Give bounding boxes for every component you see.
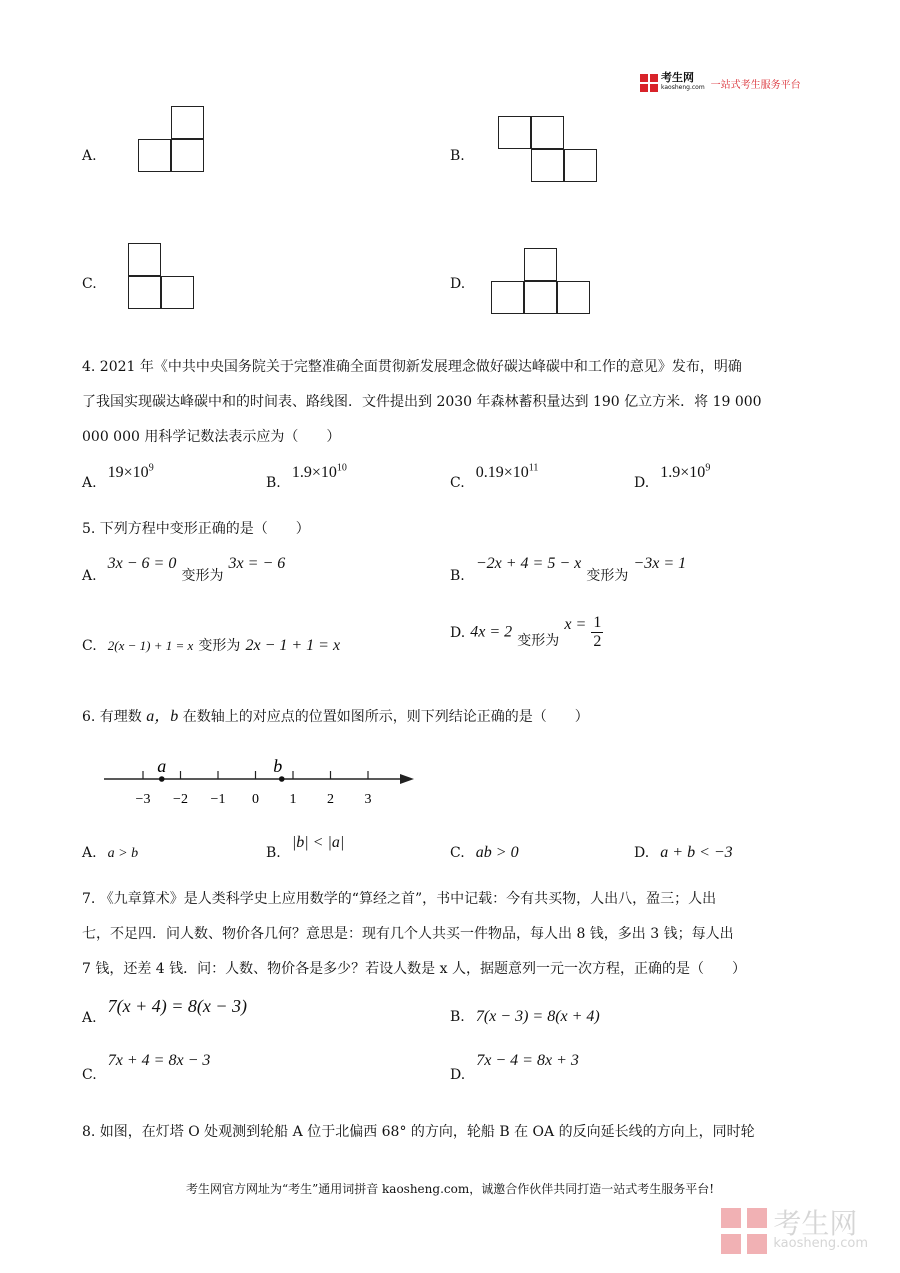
q5-option-b — [450, 553, 687, 584]
option-letter: D. — [634, 845, 650, 861]
q7-stem-line1: 7. 《九章算术》是人类科学史上应用数学的“算经之首”，书中记载：今有共买物，人出八，盈三；人出 — [82, 891, 717, 907]
q7-option-b — [450, 1006, 600, 1026]
q3-option-c-label: C. — [82, 276, 97, 292]
option-expr: 7(x + 4) = 8(x − 3) — [107, 996, 248, 1016]
tick-label: 3 — [364, 792, 372, 807]
q4-option-c — [450, 462, 539, 491]
option-to: 3x = − 6 — [228, 555, 286, 572]
option-letter: D. — [450, 1067, 466, 1083]
option-exponent: 10 — [336, 462, 347, 474]
watermark-cn: 考生网 — [773, 1207, 858, 1240]
header-logo — [640, 72, 801, 94]
q7-stem-line3: 7 钱，还差 4 钱．问：人数、物价各是多少？若设人数是 x 人，据题意列一元一次方程，正确的是（ ） — [82, 961, 746, 977]
q6-option-a — [82, 842, 138, 862]
q5-stem: 5. 下列方程中变形正确的是（ ） — [82, 521, 310, 537]
option-to-lhs: x = — [564, 615, 587, 633]
point-b — [279, 776, 285, 782]
q7-option-d — [450, 1050, 579, 1083]
q7-option-c — [82, 1050, 211, 1083]
point-a-label: a — [157, 756, 167, 776]
option-letter: A. — [82, 845, 97, 861]
option-base: 19×10 — [107, 464, 149, 481]
q3-option-b-label: B. — [450, 148, 465, 164]
tick-label: −1 — [210, 792, 226, 807]
brand-slogan: 一站式考生服务平台 — [710, 79, 801, 91]
fraction-numerator: 1 — [593, 614, 602, 631]
q6-option-b — [266, 832, 345, 861]
q6-stem-pre: 6. 有理数 — [82, 709, 142, 725]
option-from: 2(x − 1) + 1 = x — [107, 638, 194, 653]
q4-stem-line1: 4. 2021 年《中共中央国务院关于完整准确全面贯彻新发展理念做好碳达峰碳中和工作的意见》发布，明确 — [82, 359, 742, 375]
option-letter: D. — [634, 475, 650, 491]
option-letter: C. — [450, 845, 465, 861]
watermark — [721, 1208, 868, 1254]
option-word: 变形为 — [517, 632, 560, 649]
number-line — [100, 752, 420, 812]
tick-label: −2 — [173, 792, 188, 807]
tick-label: 0 — [252, 792, 259, 807]
option-expr: |b| < |a| — [291, 834, 345, 851]
point-b-label: b — [273, 756, 283, 776]
option-exponent: 9 — [148, 462, 154, 474]
option-letter: C. — [450, 475, 465, 491]
option-letter: B. — [266, 475, 281, 491]
option-letter: B. — [450, 1009, 465, 1025]
q3-option-a-label: A. — [82, 148, 97, 164]
option-expr: a > b — [107, 846, 139, 861]
q4-stem-line2: 了我国实现碳达峰碳中和的时间表、路线图．文件提出到 2030 年森林蓄积量达到 190 亿立方米．将 19 000 — [82, 394, 762, 410]
fraction-denominator: 2 — [593, 633, 602, 650]
option-letter: C. — [82, 638, 97, 654]
option-base: 1.9×10 — [291, 464, 337, 481]
q6-option-d — [634, 842, 733, 862]
tick-label: 2 — [327, 792, 334, 807]
footer-text: 考生网官方网址为“考生”通用词拼音 kaosheng.com，诚邀合作伙伴共同打造一站式考生服务平台! — [185, 1182, 715, 1196]
option-letter: B. — [450, 568, 465, 584]
option-expr: 7(x − 3) = 8(x + 4) — [475, 1008, 600, 1025]
q8-stem-line1: 8. 如图，在灯塔 O 处观测到轮船 A 位于北偏西 68° 的方向，轮船 B 在 OA 的反向延长线的方向上，同时轮 — [82, 1124, 755, 1140]
watermark-logo-icon — [721, 1208, 767, 1254]
q6-vars: a，b — [146, 708, 179, 725]
q4-option-b — [266, 462, 347, 491]
q5-option-d — [450, 614, 603, 651]
q6-option-c — [450, 842, 519, 862]
option-word: 变形为 — [181, 568, 224, 584]
q5-option-a — [82, 553, 286, 584]
q6-stem — [82, 707, 589, 727]
option-letter: A. — [82, 475, 97, 491]
fraction — [591, 614, 603, 651]
option-to: 2x − 1 + 1 = x — [245, 637, 341, 654]
arrow-right-icon — [400, 774, 414, 784]
option-letter: A. — [82, 1010, 97, 1026]
q7-stem-line2: 七，不足四．问人数、物价各几何？意思是：现有几个人共买一件物品，每人出 8 钱，多出 3 钱；每人出 — [82, 926, 734, 942]
q7-option-a — [82, 996, 248, 1026]
watermark-url: kaosheng.com — [773, 1236, 868, 1251]
option-letter: A. — [82, 568, 97, 584]
option-exponent: 11 — [528, 462, 539, 474]
point-a — [159, 776, 165, 782]
q6-stem-post: 在数轴上的对应点的位置如图所示，则下列结论正确的是（ ） — [182, 709, 589, 725]
tick-label: 1 — [289, 792, 297, 807]
option-from: 3x − 6 = 0 — [107, 555, 177, 572]
q4-option-d — [634, 462, 711, 491]
q3-option-d-label: D. — [450, 276, 466, 292]
option-letter: D. — [450, 624, 466, 641]
brand-url: kaosheng.com — [661, 84, 705, 91]
option-base: 0.19×10 — [475, 464, 529, 481]
option-word: 变形为 — [198, 638, 241, 654]
brand-name: 考生网 — [661, 71, 694, 84]
q4-option-a — [82, 462, 154, 491]
option-letter: B. — [266, 845, 281, 861]
option-from: −2x + 4 = 5 − x — [475, 555, 582, 572]
option-exponent: 9 — [705, 462, 711, 474]
option-word: 变形为 — [586, 568, 629, 584]
q5-option-c — [82, 635, 340, 656]
option-expr: ab > 0 — [475, 844, 519, 861]
option-base: 1.9×10 — [660, 464, 706, 481]
option-expr: 7x − 4 = 8x + 3 — [476, 1052, 579, 1069]
option-expr: 7x + 4 = 8x − 3 — [107, 1052, 211, 1069]
brand-logo-icon — [640, 74, 658, 92]
option-letter: C. — [82, 1067, 97, 1083]
option-from: 4x = 2 — [470, 623, 513, 641]
option-to: −3x = 1 — [633, 555, 687, 572]
q4-stem-line3: 000 000 用科学记数法表示应为（ ） — [82, 429, 341, 445]
tick-label: −3 — [135, 792, 151, 807]
option-expr: a + b < −3 — [660, 844, 733, 861]
